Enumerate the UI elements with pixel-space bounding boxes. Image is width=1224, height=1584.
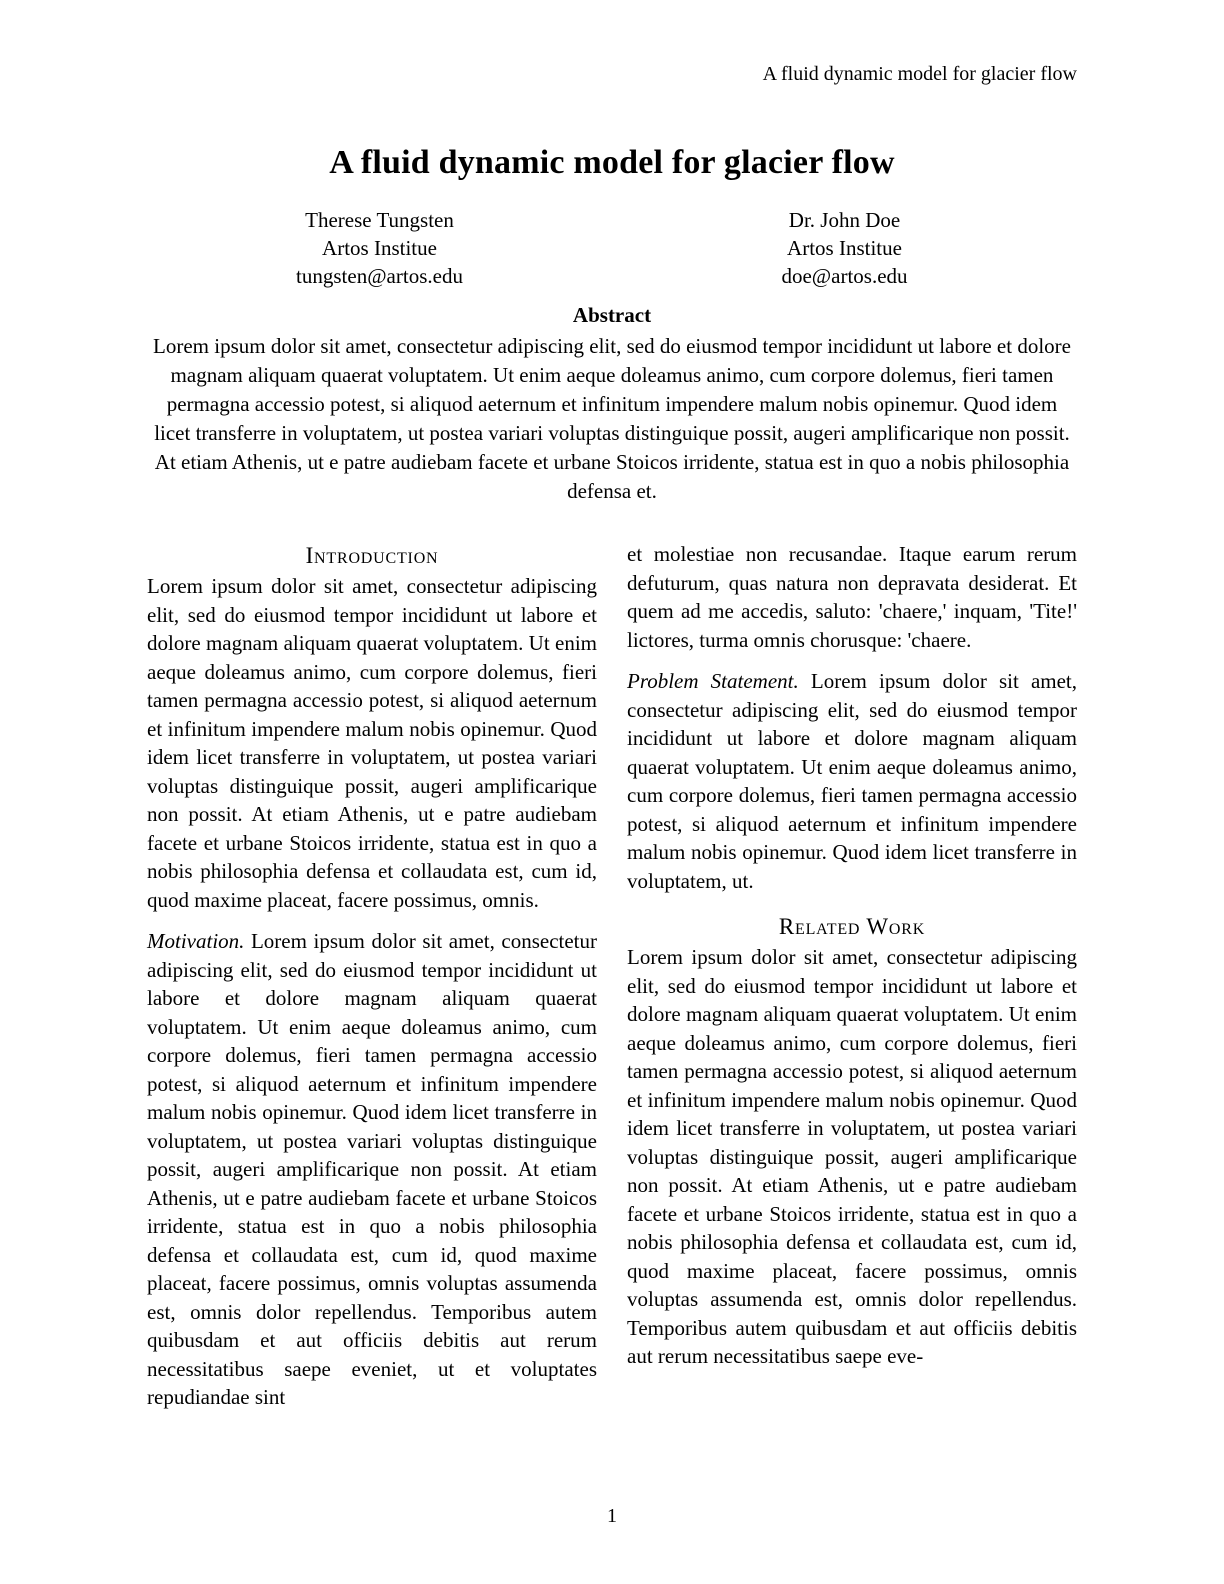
paper-title: A fluid dynamic model for glacier flow	[329, 144, 895, 181]
section-heading-related-work: Related Work	[778, 914, 926, 939]
motivation-paragraph	[147, 927, 597, 1412]
author-name: Dr. John Doe	[788, 208, 901, 232]
problem-statement-text: Lorem ipsum dolor sit amet, consectetur adipiscing elit, sed do eiusmod tempor incididunt ut labore et dolore magnam aliquam quaerat voluptatem. Ut enim aeque doleamus animo, cum corpore dolemus, fieri tamen permagna accessio potest, si aliquod aeternum et infinitum impendere malum nobis opinemur. Quod idem licet transferre in voluptatem, ut.	[627, 669, 1077, 893]
running-head: A fluid dynamic model for glacier flow	[762, 63, 1077, 85]
related-work-paragraph: Lorem ipsum dolor sit amet, consectetur adipiscing elit, sed do eiusmod tempor incididunt ut labore et dolore magnam aliquam quaerat voluptatem. Ut enim aeque doleamus animo, cum corpore dolemus, fieri tamen permagna accessio potest, si aliquod aeternum et infinitum impendere malum nobis opinemur. Quod idem licet transferre in voluptatem, ut postea variari voluptas distinguique possit, augeri amplificarique non possit. At etiam Athenis, ut e patre audiebam facete et urbane Stoicos irridente, statua est in quo a nobis philosophia defensa et collaudata est, cum id, quod maxime placeat, facere possimus, omnis voluptas assumenda est, omnis dolor repellendus. Temporibus autem quibusdam et aut officiis debitis aut rerum necessitatibus saepe eve-	[627, 945, 1077, 1368]
problem-statement-paragraph	[627, 667, 1077, 895]
motivation-label: Motivation.	[147, 929, 245, 953]
section-heading-introduction: Introduction	[305, 543, 439, 568]
author-email: tungsten@artos.edu	[296, 264, 463, 288]
problem-statement-label: Problem Statement.	[627, 669, 799, 693]
left-column	[147, 540, 597, 1412]
motivation-text: Lorem ipsum dolor sit amet, consectetur adipiscing elit, sed do eiusmod tempor incididunt ut labore et dolore magnam aliquam quaerat voluptatem. Ut enim aeque doleamus animo, cum corpore dolemus, fieri tamen permagna accessio potest, si aliquod aeternum et infinitum impendere malum nobis opinemur. Quod idem licet transferre in voluptatem, ut postea variari voluptas distinguique possit, augeri amplificarique non possit. At etiam Athenis, ut e patre audiebam facete et urbane Stoicos irridente, statua est in quo a nobis philosophia defensa et collaudata est, cum id, quod maxime placeat, facere possimus, omnis voluptas assumenda est, omnis dolor repellendus. Temporibus autem quibusdam et aut officiis debitis aut rerum necessitatibus saepe eveniet, ut et voluptates repudiandae sint	[147, 929, 598, 1409]
author-affiliation: Artos Institue	[787, 236, 902, 260]
right-column	[627, 540, 1077, 1412]
author-affiliation: Artos Institue	[322, 236, 437, 260]
abstract-text: Lorem ipsum dolor sit amet, consectetur adipiscing elit, sed do eiusmod tempor incididunt ut labore et dolore magnam aliquam quaerat voluptatem. Ut enim aeque doleamus animo, cum corpore dolemus, fieri tamen permagna accessio potest, si aliquod aeternum et infinitum impendere malum nobis opinemur. Quod idem licet transferre in voluptatem, ut postea variari voluptas distinguique possit, augeri amplificarique non possit. At etiam Athenis, ut e patre audiebam facete et urbane Stoicos irridente, statua est in quo a nobis philosophia defensa et.	[153, 334, 1071, 503]
author-card	[612, 206, 1077, 290]
author-email: doe@artos.edu	[781, 264, 908, 288]
introduction-paragraph: Lorem ipsum dolor sit amet, consectetur adipiscing elit, sed do eiusmod tempor incididunt ut labore et dolore magnam aliquam quaerat voluptatem. Ut enim aeque doleamus animo, cum corpore dolemus, fieri tamen permagna accessio potest, si aliquod aeternum et infinitum impendere malum nobis opinemur. Quod idem licet transferre in voluptatem, ut postea variari voluptas distinguique possit, augeri amplificarique non possit. At etiam Athenis, ut e patre audiebam facete et urbane Stoicos irridente, statua est in quo a nobis philosophia defensa et collaudata est, cum id, quod maxime placeat, facere possimus, omnis.	[147, 574, 597, 912]
authors-block	[147, 206, 1077, 290]
page-number: 1	[607, 1505, 617, 1527]
abstract-heading: Abstract	[572, 303, 652, 327]
continuation-paragraph: et molestiae non recusandae. Itaque earum rerum defuturum, quas natura non depravata desiderat. Et quem ad me accedis, saluto: 'chaere,' inquam, 'Tite!' lictores, turma omnis chorusque: 'chaere.	[627, 542, 1077, 652]
two-column-body	[147, 540, 1077, 1412]
author-name: Therese Tungsten	[305, 208, 454, 232]
author-card	[147, 206, 612, 290]
